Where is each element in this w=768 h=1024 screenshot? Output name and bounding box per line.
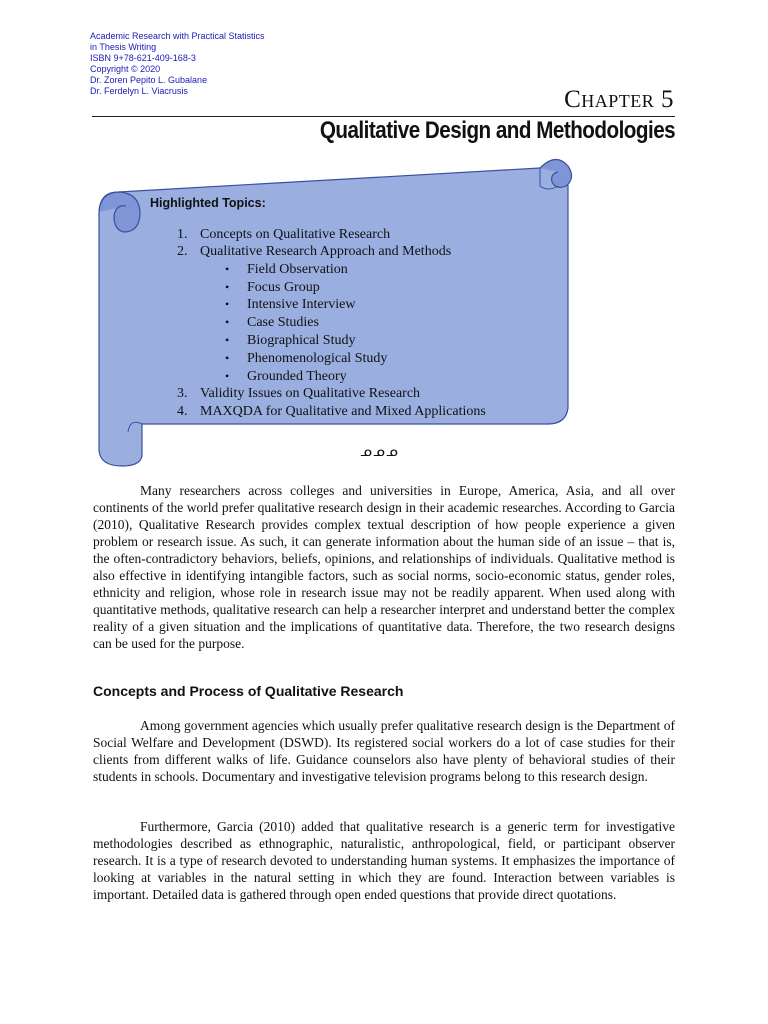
section-ornament: ᓄᓄᓄ (360, 445, 399, 460)
topic-number: 1. (177, 227, 188, 242)
bullet: • (225, 297, 230, 312)
subtopic-item (150, 296, 560, 314)
topic-number: 4. (177, 403, 188, 419)
meta-line: Copyright © 2020 (90, 64, 161, 74)
subtopic-text: Case Studies (247, 315, 319, 331)
chapter-title: Qualitative Design and Methodologies (319, 117, 675, 144)
subtopic-text: Field Observation (247, 261, 348, 277)
bullet: • (225, 261, 230, 276)
highlighted-topics (150, 196, 560, 420)
intro-paragraph: Many researchers across colleges and universities in Europe, America, Asia, and all over continents of the world prefer qualitative research design in their academic researches. According to Garcia (2010), Qualitative Research provides complex textual description of how people experience a given problem or research issue. As such, it can generate information about the human side of an issue – that is, the often-contradictory behaviors, beliefs, opinions, and relationships of individuals. Qualitative method is also effective in identifying intangible factors, such as social norms, socio-economic status, gender roles, ethnicity and religion, whose role in research issue may not be readily apparent. When used along with quantitative methods, qualitative research can help a researcher interpret and understand better the complex reality of a given situation and the implications of quantitative data. Therefore, the two research designs can be used for the purpose. (93, 483, 675, 651)
subtopic-text: Grounded Theory (247, 368, 347, 384)
topic-text: Concepts on Qualitative Research (200, 227, 391, 242)
topic-item (150, 243, 560, 260)
bullet: • (225, 315, 230, 330)
bullet: • (225, 350, 230, 365)
subtopic-text: Focus Group (247, 279, 320, 295)
section-heading: Concepts and Process of Qualitative Research (93, 683, 404, 699)
meta-line: in Thesis Writing (90, 42, 157, 52)
subtopic-text: Biographical Study (247, 332, 356, 348)
topic-item (150, 385, 560, 402)
meta-line: ISBN 9+78-621-409-168-3 (90, 53, 196, 63)
body-paragraph: Among government agencies which usually prefer qualitative research design is the Department of Social Welfare and Development (DSWD). Its registered social workers do a lot of case studies for their clients from different walks of life. Guidance counselors also have plenty of behavioral studies of their students in schools. Documentary and investigative television programs belong to this research design. (93, 718, 675, 784)
topic-number: 2. (177, 244, 188, 260)
meta-line: Dr. Zoren Pepito L. Gubalane (90, 75, 208, 85)
subtopic-item (150, 332, 560, 350)
topics-heading: Highlighted Topics: (150, 196, 266, 210)
meta-line: Academic Research with Practical Statistics (90, 31, 265, 41)
meta-line: Dr. Ferdelyn L. Viacrusis (90, 86, 188, 96)
subtopic-item (150, 314, 560, 332)
bullet: • (225, 332, 230, 347)
topic-number: 3. (177, 386, 188, 402)
subtopic-text: Intensive Interview (247, 297, 356, 313)
chapter-label: Chapter 5 (564, 86, 674, 113)
bullet: • (225, 279, 230, 294)
topic-item (150, 226, 560, 243)
body-paragraph: Furthermore, Garcia (2010) added that qualitative research is a generic term for investigative methodologies described as ethnographic, naturalistic, anthropological, field, or participant observer research. It is a type of research devoted to understanding human systems. It emphasizes the importance of looking at variables in the natural setting in which they are found. Interaction between variables is important. Detailed data is gathered through open ended questions that provide direct quotations. (93, 819, 675, 902)
subtopic-item (150, 350, 560, 368)
topic-item (150, 403, 560, 420)
topic-text: Qualitative Research Approach and Methods (200, 244, 452, 260)
topic-text: MAXQDA for Qualitative and Mixed Applications (200, 403, 486, 419)
subtopic-item (150, 368, 560, 386)
bullet: • (225, 368, 230, 383)
subtopic-item (150, 261, 560, 279)
subtopic-item (150, 279, 560, 297)
subtopic-text: Phenomenological Study (247, 350, 388, 366)
topic-text: Validity Issues on Qualitative Research (200, 386, 421, 402)
